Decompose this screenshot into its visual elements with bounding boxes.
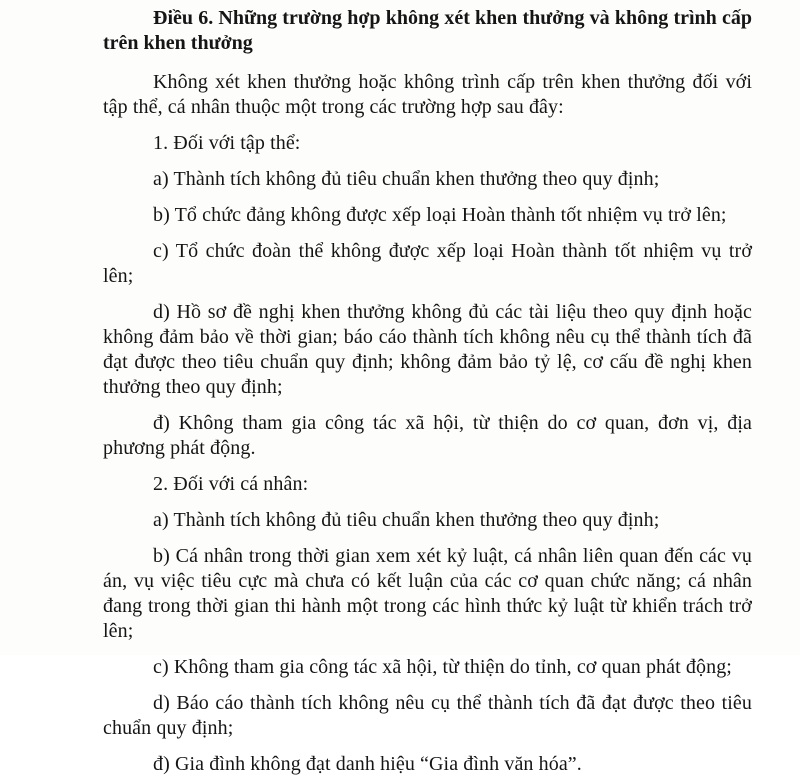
section-2-item-d: d) Báo cáo thành tích không nêu cụ thể thành tích đã đạt được theo tiêu chuẩn quy định; — [103, 692, 752, 739]
section-2-heading: 2. Đối với cá nhân: — [153, 473, 309, 495]
section-1-item-dd: đ) Không tham gia công tác xã hội, từ thiện do cơ quan, đơn vị, địa phương phát động. — [103, 412, 752, 459]
section-1-item-b: b) Tổ chức đảng không được xếp loại Hoàn thành tốt nhiệm vụ trở lên; — [153, 204, 727, 226]
section-1-item-c: c) Tổ chức đoàn thể không được xếp loại Hoàn thành tốt nhiệm vụ trở lên; — [103, 240, 752, 287]
article-intro: Không xét khen thưởng hoặc không trình cấp trên khen thưởng đối với tập thể, cá nhân thuộc một trong các trường hợp sau đây: — [103, 71, 752, 118]
section-2-item-a: a) Thành tích không đủ tiêu chuẩn khen thưởng theo quy định; — [153, 509, 660, 531]
section-2-item-dd: đ) Gia đình không đạt danh hiệu “Gia đình văn hóa”. — [153, 753, 582, 775]
section-1-item-a: a) Thành tích không đủ tiêu chuẩn khen thưởng theo quy định; — [153, 168, 660, 190]
section-2-item-b: b) Cá nhân trong thời gian xem xét kỷ luật, cá nhân liên quan đến các vụ án, vụ việc tiêu cực mà chưa có kết luận của các cơ quan chức năng; cá nhân đang trong thời gian thi hành một trong các hình thức kỷ luật từ khiển trách trở lên; — [103, 545, 752, 642]
section-1-heading: 1. Đối với tập thể: — [153, 132, 301, 154]
section-1-item-d: d) Hồ sơ đề nghị khen thưởng không đủ các tài liệu theo quy định hoặc không đảm bảo về thời gian; báo cáo thành tích không nêu cụ thể thành tích đã đạt được theo tiêu chuẩn quy định; không đảm bảo tỷ lệ, cơ cấu đề nghị khen thưởng theo quy định; — [103, 301, 752, 398]
section-2-item-c: c) Không tham gia công tác xã hội, từ thiện do tỉnh, cơ quan phát động; — [153, 656, 732, 678]
article-title: Điều 6. Những trường hợp không xét khen thưởng và không trình cấp trên khen thưởng — [103, 7, 752, 54]
